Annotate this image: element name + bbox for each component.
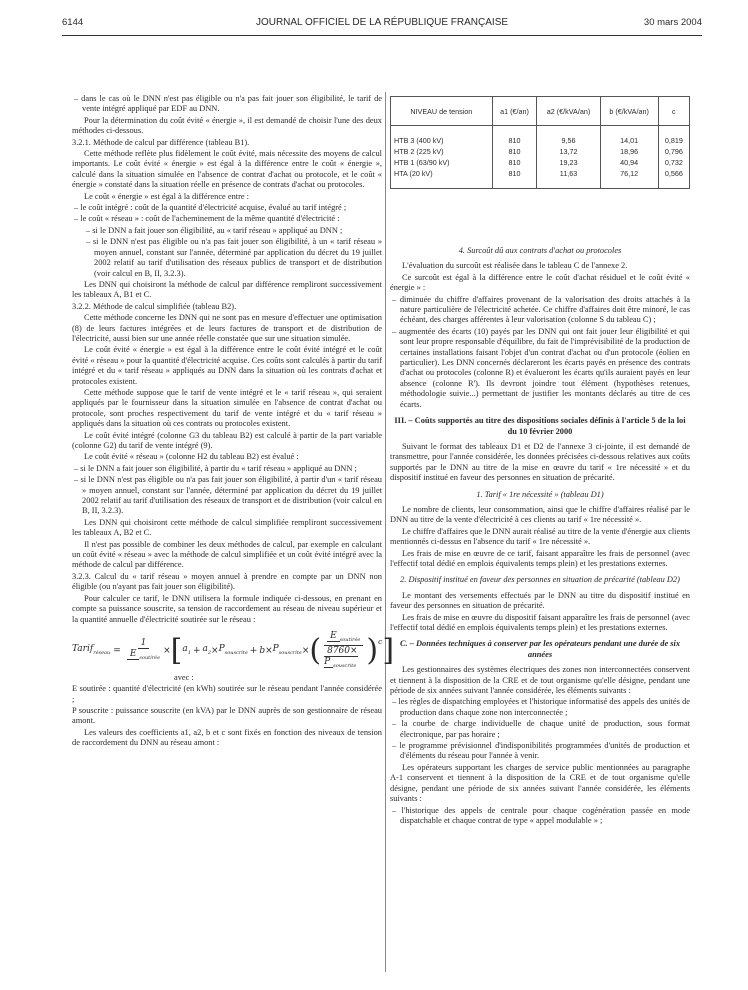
paragraph: Le coût évité « réseau » (colonne H2 du tableau B2) est évalué : [84,452,299,462]
list-item: – si le DNN n'est pas éligible ou n'a pas fait jouer son éligibilité, à partir d'un « tarif réseau » moyen annuel, constant sur l'année, déterminé par application du décret du 19 juillet 2002 relatif au tarif d'utilisation des réseaux de transport et de distribution (voir calcul en B, II, 3.2.3). [74,475,382,516]
coefficients-table [390,96,690,189]
tarif-reseau-formula [72,630,395,671]
table-cell: 11,63 [537,168,600,189]
section-heading-3-2-2: 3.2.2. Méthode de calcul simplifiée (tableau B2). [72,301,237,311]
paragraph: L'évaluation du surcoût est réalisée dans le tableau C de l'annexe 2. [402,261,628,271]
paragraph: Le montant des versements effectués par le DNN au titre du dispositif institué en faveur des personnes en situation de précarité. [390,590,690,611]
list-item: – si le DNN a fait jouer son éligibilité, au « tarif réseau » appliqué au DNN ; [86,225,343,235]
formula-times: × [211,645,219,656]
list-item: – diminuée du chiffre d'affaires provenant de la valorisation des droits attachés à la nature particulière de l'électricité achetée. Ce chiffre d'affaires doit être minoré, le cas échéant, des charges afférentes à leur valorisation (colonne S du tableau C) ; [392,294,690,325]
table-row [391,168,690,189]
table-row [391,146,690,157]
formula-a2: $a_2$ [202,643,212,656]
table-cell: 13,72 [537,146,600,157]
table-header-row [391,97,690,126]
table-cell: 76,12 [600,168,658,189]
table-cell: HTB 2 (225 kV) [391,146,493,157]
formula-times: × [265,645,273,656]
page-header [62,18,702,32]
list-item: – si le DNN n'est pas éligible ou n'a pas fait jouer son éligibilité, à un « tarif réseau » moyen annuel, constant sur l'année, déterminé par application du décret du 19 juillet 2002 relatif au tarif d'utilisation des réseaux publics de transport et de distribution (voir calcul en B, II, 3.2.3). [86,237,382,278]
table-cell: 0,796 [658,146,689,157]
table-cell: 810 [492,146,537,157]
issue-date: 30 mars 2004 [643,17,702,28]
paragraph: Le chiffre d'affaires que le DNN aurait réalisé au titre de la vente d'énergie aux clients mentionnés ci-dessus en l'absence du tarif « 1re nécessité ». [390,526,690,547]
paragraph: Ce surcoût est égal à la différence entre le coût d'achat résiduel et le coût évité « énergie » : [390,272,690,293]
paragraph: Le coût évité « énergie » est égal à la différence entre le coût évité intégré et le coût évité « réseau » pour la quantité d'électricité acquise. Ces coûts sont calculés à partir du tarif intégré et du « tarif réseau » appliqués au DNN dans la situation où les contrats d'achat et protocoles existent. [72,345,382,386]
formula-p2: $P_{souscrite}$ [272,643,302,656]
paragraph: Pour la détermination du coût évité « énergie », il est demandé de choisir l'une des deux méthodes ci-dessous. [72,115,382,136]
formula-bracket-close: ] [382,632,395,668]
formula-paren-open: ( [309,632,322,668]
paragraph: Les DNN qui choisiront la méthode de calcul par différence rempliront successivement les tableaux A, B1 et C. [72,279,382,300]
page-number: 6144 [62,17,84,28]
section-heading-3-2-3: 3.2.3. Calcul du « tarif réseau » moyen annuel à prendre en compte par un DNN non éligible (ou n'ayant pas fait jouer son éligibilité). [72,571,382,592]
journal-title: JOURNAL OFFICIEL DE LA RÉPUBLIQUE FRANÇAISE [255,17,509,28]
table-cell: 40,94 [600,157,658,168]
section-heading-4: 4. Surcoût dû aux contrats d'achat ou protocoles [458,246,622,255]
formula-exponent: c [378,636,383,646]
section-heading-dispositif: 2. Dispositif institué en faveur des personnes en situation de précarité (tableau D2) [400,575,680,585]
paragraph: Suivant le format des tableaux D1 et D2 de l'annexe 3 ci-jointe, il est demandé de transmettre, pour l'année considérée, les données précisées ci-dessous relatives aux coûts supportés par le DNN au titre de la mise en œuvre du tarif « 1re nécessité » et du dispositif institué en faveur des personnes en situation de précarité. [390,441,690,483]
table-header: b (€/kVA/an) [600,97,658,126]
table-header: a1 (€/an) [492,97,537,126]
table-cell: 19,23 [537,157,600,168]
paragraph: Pour calculer ce tarif, le DNN utilisera la formule indiquée ci-dessous, en prenant en compte sa puissance souscrite, sa tension de raccordement au réseau de niveau supérieur et la quantité annuelle d'électricité soutirée sur le réseau : [72,593,382,624]
formula-a1: $a_1$ [182,643,191,656]
table-cell: HTB 3 (400 kV) [391,126,493,147]
definition: P souscrite : puissance souscrite (en kVA) par le DNN auprès de son gestionnaire de réseau amont. [72,705,382,726]
section-heading-III: III. – Coûts supportés au titre des dispositions sociales définis à l'article 5 de la loi du 10 février 2000 [394,416,686,436]
paragraph: – dans le cas où le DNN n'est pas éligible ou n'a pas fait jouer son éligibilité, le tarif de vente intégré appliqué par EDF au DNN. [74,94,382,114]
table-cell: 18,96 [600,146,658,157]
paragraph: Les frais de mise en œuvre du dispositif faisant apparaître les frais de personnel (avec l'effectif total dédié en emplois équivalents temps plein) et les prestations externes. [390,612,690,632]
formula-inner-fraction: $\frac{E _{soutirée}}{8760\times P _{souscrite}}$ [324,631,363,671]
paragraph: Cette méthode suppose que le tarif de vente intégré et le « tarif réseau », qui seraient appliqués par le fournisseur dans la situation simulée en l'absence de contrat d'achat ou protocole, sont proches respectivement du tarif de vente intégré et du « tarif réseau » appliqués dans la situation où ces contrats ou protocoles existent. [72,387,382,429]
formula-bracket-open: [ [170,632,183,668]
table-cell: 0,732 [658,157,689,168]
table-cell: 9,56 [537,126,600,147]
formula-b: b [259,645,266,656]
table-header: a2 (€/kVA/an) [537,97,600,126]
header-rule [62,35,702,36]
formula-paren-close: ) [366,632,379,668]
formula-fraction: $\frac{1}{E _{soutirée}}$ [127,638,160,664]
list-item: – augmentée des écarts (10) payés par les DNN qui ont fait jouer leur éligibilité et qui sont leur propre responsable d'équilibre, du fait de l'imprévisibilité de la production de certaines installations faisant l'objet d'un contrat d'achat ou d'un protocole (éolien en particulier). Les DNN concernés déclareront les écarts payés en présence des contrats d'achat ou protocoles (colonne R) et évalueront les écarts qu'ils auraient payés en leur absence (colonne R'). Ils devront joindre tout élément (hypothèses retenues, méthodologie suivie...) permettant de justifier les montants déclarés au titre de ces écarts. [392,326,690,409]
column-divider [385,92,386,972]
formula-times: × [301,645,310,656]
formula-plus: + [192,645,201,656]
list-item: – le coût intégré : coût de la quantité d'électricité acquise, évalué au tarif intégré ; [74,203,347,213]
paragraph: Les opérateurs supportant les charges de service public mentionnées au paragraphe A-1 conservent et tiennent à la disposition de la CRE et de tout organisme qu'elle désigne, pendant une période de six années suivant l'année considérée, les éléments suivants : [390,762,690,804]
list-item: – les règles de dispatching employées et l'historique informatisé des appels des unités de production dans chaque zone non interconnectée ; [392,697,690,717]
table-row [391,157,690,168]
paragraph: Cette méthode reflète plus fidèlement le coût évité, mais nécessite des moyens de calcul importants. Le coût évité « énergie » est égal à la différence entre le coût « énergie », calculé dans la situation simulée en l'absence de contrat d'achat ou protocole, et le coût « énergie » constaté dans la situation réelle en présence de contrats d'achat ou protocoles. [72,149,382,190]
table-cell: 810 [492,157,537,168]
paragraph: Les valeurs des coefficients a1, a2, b et c sont fixés en fonction des niveaux de tension de raccordement du DNN au réseau amont : [72,727,382,748]
section-heading-tarif: 1. Tarif « 1re nécessité » (tableau D1) [476,489,604,499]
list-item: – le coût « réseau » : coût de l'acheminement de la même quantité d'électricité : [74,214,340,224]
table-cell: HTB 1 (63/90 kV) [391,157,493,168]
paragraph: Les frais de mise en œuvre de ce tarif, faisant apparaître les frais de personnel (avec l'effectif total dédié en emplois équivalents temps plein) et les prestations externes. [390,548,690,568]
formula-lhs: Tarif$_{réseau}$ [72,643,111,656]
section-heading-3-2-1: 3.2.1. Méthode de calcul par différence (tableau B1). [72,137,250,147]
formula-eq: = [113,645,121,656]
paragraph: Il n'est pas possible de combiner les deux méthodes de calcul, par exemple en calculant un coût évité « réseau » avec la méthode de calcul simplifiée et un coût évité intégré avec la méthode de calcul par différence. [72,539,382,570]
list-item: – le programme prévisionnel d'indisponibilités programmées d'unités de production et d'éléments du réseau pour l'année à venir. [392,741,690,761]
paragraph: Le nombre de clients, leur consommation, ainsi que le chiffre d'affaires réalisé par le DNN au titre de la vente d'électricité à ces clients au tarif « 1re nécessité ». [390,504,690,525]
paragraph: Le coût « énergie » est égal à la différence entre : [84,191,250,201]
left-column [72,94,395,750]
definition: E soutirée : quantité d'électricité (en kWh) soutirée sur le réseau pendant l'année considérée ; [72,684,382,704]
paragraph: avec : [174,672,194,682]
table-row [391,126,690,147]
paragraph: Cette méthode concerne les DNN qui ne sont pas en mesure d'effectuer une optimisation (8) de leurs factures intégrées et de leurs factures de transport et de distribution de l'électricité, aussi bien sur une année réelle constatée que sur une situation simulée. [72,313,382,343]
formula-plus: + [249,645,258,656]
table-cell: 14,01 [600,126,658,147]
table-cell: 0,566 [658,168,689,189]
formula-p1: $P_{souscrite}$ [218,643,248,656]
list-item: – la courbe de charge individuelle de chaque unité de production, sous format électronique, par pas horaire ; [392,719,690,739]
paragraph: Le coût évité intégré (colonne G3 du tableau B2) est calculé à partir de la part variable (colonne G2) du tarif de vente intégré (9). [72,430,382,450]
table-cell: 810 [492,168,537,189]
paragraph: Les DNN qui choisiront cette méthode de calcul simplifiée rempliront successivement les tableaux A, B2 et C. [72,517,382,538]
table-header: c [658,97,689,126]
table-cell: 810 [492,126,537,147]
right-column [390,240,690,827]
section-heading-C: C. – Données techniques à conserver par les opérateurs pendant une durée de six années [399,639,681,659]
paragraph: Les gestionnaires des systèmes électriques des zones non interconnectées conservent et tiennent à la disposition de la CRE et de tout organisme qu'elle désigne, pendant une période de six années suivant l'année considérée, les éléments suivants : [390,665,690,696]
table-cell: HTA (20 kV) [391,168,493,189]
table-cell: 0,819 [658,126,689,147]
table-header: NIVEAU de tension [391,97,493,126]
formula-times: × [163,645,171,656]
list-item: – si le DNN a fait jouer son éligibilité, à partir du « tarif réseau » appliqué au DNN ; [74,463,357,473]
list-item: – l'historique des appels de centrale pour chaque cogénération passée en mode dispatchable et chaque contrat de type « appel modulable » ; [392,805,690,825]
